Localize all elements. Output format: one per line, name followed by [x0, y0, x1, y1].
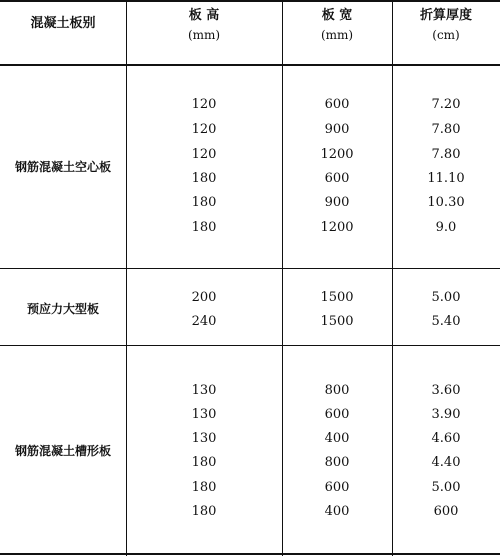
table-cell: 3.60	[431, 383, 461, 398]
table-cell: 180	[191, 220, 217, 235]
table-cell: 600	[324, 407, 350, 422]
column-divider-3	[392, 0, 393, 556]
table-cell: 10.30	[427, 195, 465, 210]
table-cell: 800	[324, 383, 350, 398]
table-cell: 600	[324, 97, 350, 112]
table-cell: 4.60	[431, 431, 461, 446]
table-cell: 1200	[320, 147, 354, 162]
table-cell: 130	[191, 383, 217, 398]
table-cell: 180	[191, 455, 217, 470]
table-cell: 9.0	[435, 220, 457, 235]
table-cell: 180	[191, 504, 217, 519]
table-cell: 11.10	[427, 171, 465, 186]
header-height-unit: (mm)	[187, 28, 221, 42]
table-cell: 180	[191, 171, 217, 186]
table-cell: 200	[191, 290, 217, 305]
table-cell: 4.40	[431, 455, 461, 470]
table-cell: 7.80	[431, 122, 461, 137]
table-cell: 1500	[320, 290, 354, 305]
table-cell: 800	[324, 455, 350, 470]
table-cell: 5.00	[431, 480, 461, 495]
table-cell: 120	[191, 147, 217, 162]
table-cell: 180	[191, 195, 217, 210]
header-height-title: 板 高	[188, 8, 220, 23]
table-cell: 7.20	[431, 97, 461, 112]
header-width-unit: (mm)	[320, 28, 354, 42]
group-label-channel-slab: 钢筋混凝土槽形板	[14, 444, 111, 458]
table-top-border	[0, 0, 500, 2]
table-cell: 7.80	[431, 147, 461, 162]
group-divider-1	[0, 268, 500, 269]
header-slab-type: 混凝土板别	[30, 16, 96, 31]
header-divider	[0, 64, 500, 66]
table-cell: 130	[191, 407, 217, 422]
table-cell: 130	[191, 431, 217, 446]
table-cell: 400	[324, 431, 350, 446]
table-cell: 600	[324, 480, 350, 495]
header-thickness-title: 折算厚度	[419, 8, 472, 23]
column-divider-1	[126, 0, 127, 556]
table-cell: 120	[191, 97, 217, 112]
column-divider-2	[282, 0, 283, 556]
table-cell: 3.90	[431, 407, 461, 422]
table-cell: 900	[324, 122, 350, 137]
table-cell: 600	[324, 171, 350, 186]
table-cell: 5.40	[431, 314, 461, 329]
table-cell: 180	[191, 480, 217, 495]
table-bottom-border	[0, 553, 500, 555]
header-width-title: 板 宽	[321, 8, 353, 23]
group-label-hollow-slab: 钢筋混凝土空心板	[14, 160, 111, 174]
table-cell: 400	[324, 504, 350, 519]
table-cell: 600	[433, 504, 459, 519]
table-cell: 5.00	[431, 290, 461, 305]
header-thickness-unit: (cm)	[432, 28, 460, 42]
group-divider-2	[0, 345, 500, 346]
table-cell: 240	[191, 314, 217, 329]
table-cell: 1500	[320, 314, 354, 329]
table-cell: 900	[324, 195, 350, 210]
table-cell: 1200	[320, 220, 354, 235]
group-label-prestressed-slab: 预应力大型板	[26, 302, 99, 316]
table-cell: 120	[191, 122, 217, 137]
